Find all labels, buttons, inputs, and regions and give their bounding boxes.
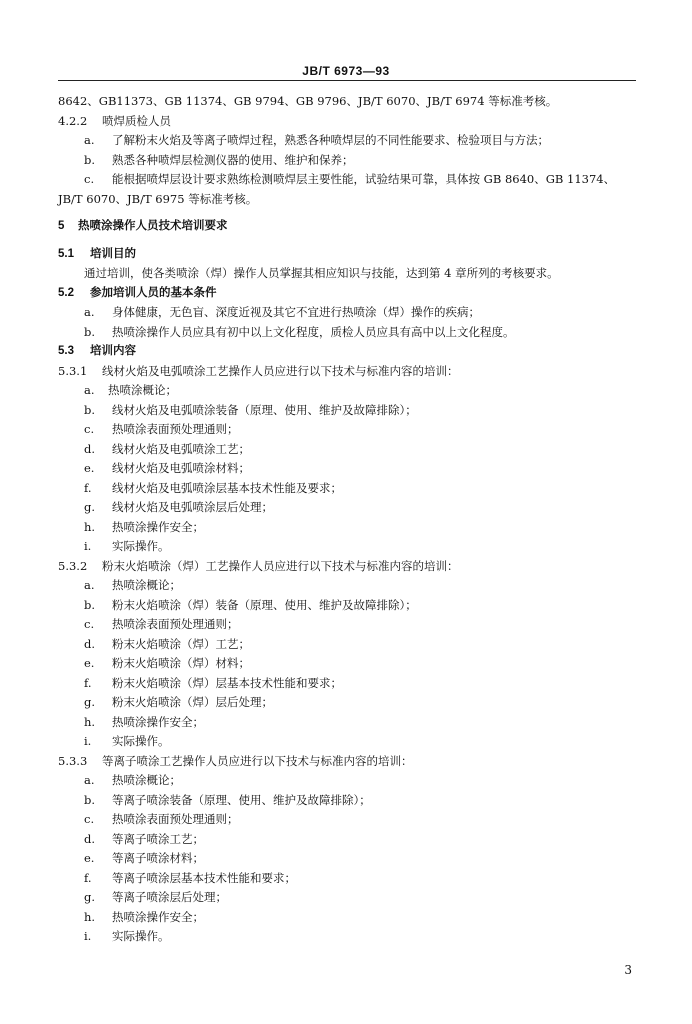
list-bullet: h. [84,714,96,729]
list-text: 实际操作。 [112,539,170,553]
clause-title: 参加培训人员的基本条件 [90,286,217,299]
page-header: JB/T 6973—93 [302,64,390,78]
clause-number: 5.3 [58,345,74,357]
clause-title: 粉末火焰喷涂（焊）工艺操作人员应进行以下技术与标准内容的培训： [102,558,459,573]
list-item [0,518,692,538]
clause-title: 喷焊质检人员 [102,113,171,128]
list-item [0,131,692,151]
list-item [0,849,692,869]
list-5-3-3 [0,771,692,947]
clause-5-3 [0,342,692,362]
list-text: 热喷涂表面预处理通则； [112,422,239,436]
list-item [0,479,692,499]
clause-number: 5.1 [58,247,74,260]
list-text: 线材火焰及电弧喷涂层基本技术性能及要求； [112,480,342,495]
list-text: 能根据喷焊层设计要求熟练检测喷焊层主要性能，试验结果可靠，具体按 GB 8640、GB 11374、 [112,172,616,186]
list-item [0,303,692,323]
list-item [0,713,692,733]
list-item-continuation [0,190,692,210]
list-bullet: b. [84,597,96,612]
clause-5-3-1 [0,362,692,382]
list-bullet: h. [84,909,96,924]
clause-number: 5.3.3 [58,753,88,768]
clause-number: 4.2.2 [58,113,88,128]
list-bullet: g. [84,695,96,709]
list-text: 热喷涂操作人员应具有初中以上文化程度，质检人员应具有高中以上文化程度。 [112,324,515,339]
list-text: 热喷涂概论； [108,383,177,397]
list-bullet: b. [84,152,96,167]
list-text: 身体健康，无色盲、深度近视及其它不宜进行热喷涂（焊）操作的疾病； [112,305,480,319]
list-item [0,693,692,713]
list-text: 线材火焰及电弧喷涂层后处理； [112,500,273,514]
text-line: 通过培训，使各类喷涂（焊）操作人员掌握其相应知识与技能，达到第 4 章所列的考核要求。 [84,266,559,280]
list-bullet: d. [84,441,96,456]
list-text: 粉末火焰喷涂（焊）材料； [112,656,250,670]
list-item [0,830,692,850]
list-text: 线材火焰及电弧喷涂装备（原理、使用、维护及故障排除）； [112,402,417,417]
list-bullet: d. [84,636,96,651]
list-bullet: g. [84,500,96,514]
list-bullet: i. [84,734,92,748]
list-5-3-1 [0,381,692,557]
clause-number: 5.2 [58,286,74,299]
list-text: 等离子喷涂层基本技术性能和要求； [112,870,296,885]
clause-title: 培训内容 [90,345,136,357]
list-bullet: f. [84,480,92,495]
clause-title: 线材火焰及电弧喷涂工艺操作人员应进行以下技术与标准内容的培训： [102,363,459,378]
list-text: 热喷涂表面预处理通则； [112,617,239,631]
list-item [0,674,692,694]
list-text: JB/T 6070、JB/T 6975 等标准考核。 [58,191,258,206]
list-bullet: a. [84,773,95,787]
text-line: 8642、GB11373、GB 11374、GB 9794、GB 9796、JB/T 6070、JB/T 6974 等标准考核。 [58,94,558,108]
list-item [0,771,692,791]
list-item [0,908,692,928]
list-item [0,440,692,460]
list-bullet: a. [84,383,95,397]
list-bullet: a. [84,578,95,592]
list-bullet: f. [84,870,92,885]
list-text: 热喷涂操作安全； [112,519,204,534]
list-item [0,323,692,343]
header-rule [58,80,636,81]
clause-4-2-2 [0,112,692,132]
clause-title: 等离子喷涂工艺操作人员应进行以下技术与标准内容的培训： [102,753,413,768]
list-bullet: c. [84,812,95,826]
clause-number: 5.3.2 [58,558,88,573]
list-bullet: b. [84,402,96,417]
list-item [0,381,692,401]
clause-5-1 [0,245,692,265]
list-text: 粉末火焰喷涂（焊）装备（原理、使用、维护及故障排除）； [112,597,417,612]
list-bullet: i. [84,539,92,553]
list-bullet: e. [84,656,95,670]
list-bullet: c. [84,617,95,631]
list-bullet: e. [84,851,95,865]
list-bullet: c. [84,172,95,186]
list-5-3-2 [0,576,692,752]
clause-number: 5.3.1 [58,363,88,378]
list-item [0,888,692,908]
list-bullet: i. [84,929,92,943]
list-item [0,615,692,635]
paragraph-line [0,264,692,284]
clause-5-3-3 [0,752,692,772]
list-text: 等离子喷涂材料； [112,851,204,865]
list-bullet: b. [84,324,96,339]
list-item [0,576,692,596]
list-item [0,459,692,479]
list-bullet: a. [84,305,95,319]
clause-title: 培训目的 [90,247,136,260]
clause-5-2 [0,284,692,304]
list-item [0,791,692,811]
clause-5-3-2 [0,557,692,577]
list-bullet: a. [84,133,95,147]
list-text: 等离子喷涂工艺； [112,831,204,846]
list-text: 等离子喷涂层后处理； [112,890,227,904]
list-bullet: c. [84,422,95,436]
paragraph-line [0,92,692,112]
document-body [0,92,692,947]
list-text: 热喷涂表面预处理通则； [112,812,239,826]
list-text: 粉末火焰喷涂（焊）层基本技术性能和要求； [112,675,342,690]
list-item [0,635,692,655]
list-item [0,732,692,752]
list-item [0,498,692,518]
list-bullet: h. [84,519,96,534]
section-5-heading [0,217,692,237]
list-bullet: f. [84,675,92,690]
list-item [0,654,692,674]
page-number: 3 [624,963,632,977]
list-text: 熟悉各种喷焊层检测仪器的使用、维护和保养； [112,152,354,167]
list-item [0,170,692,190]
list-item [0,537,692,557]
list-text: 实际操作。 [112,734,170,748]
list-text: 线材火焰及电弧喷涂工艺； [112,441,250,456]
list-bullet: d. [84,831,96,846]
list-item [0,869,692,889]
list-bullet: g. [84,890,96,904]
list-bullet: b. [84,792,96,807]
list-text: 热喷涂操作安全； [112,909,204,924]
list-text: 实际操作。 [112,929,170,943]
list-text: 热喷涂概论； [112,578,181,592]
list-text: 热喷涂操作安全； [112,714,204,729]
list-bullet: e. [84,461,95,475]
list-item [0,596,692,616]
section-number: 5 [58,220,65,232]
list-text: 粉末火焰喷涂（焊）工艺； [112,636,250,651]
list-text: 线材火焰及电弧喷涂材料； [112,461,250,475]
list-text: 等离子喷涂装备（原理、使用、维护及故障排除）； [112,792,371,807]
list-text: 热喷涂概论； [112,773,181,787]
list-item [0,810,692,830]
section-title: 热喷涂操作人员技术培训要求 [78,220,228,232]
list-item [0,151,692,171]
list-text: 粉末火焰喷涂（焊）层后处理； [112,695,273,709]
list-text: 了解粉末火焰及等离子喷焊过程，熟悉各种喷焊层的不同性能要求、检验项目与方法； [112,133,549,147]
list-item [0,401,692,421]
list-item [0,420,692,440]
list-item [0,927,692,947]
